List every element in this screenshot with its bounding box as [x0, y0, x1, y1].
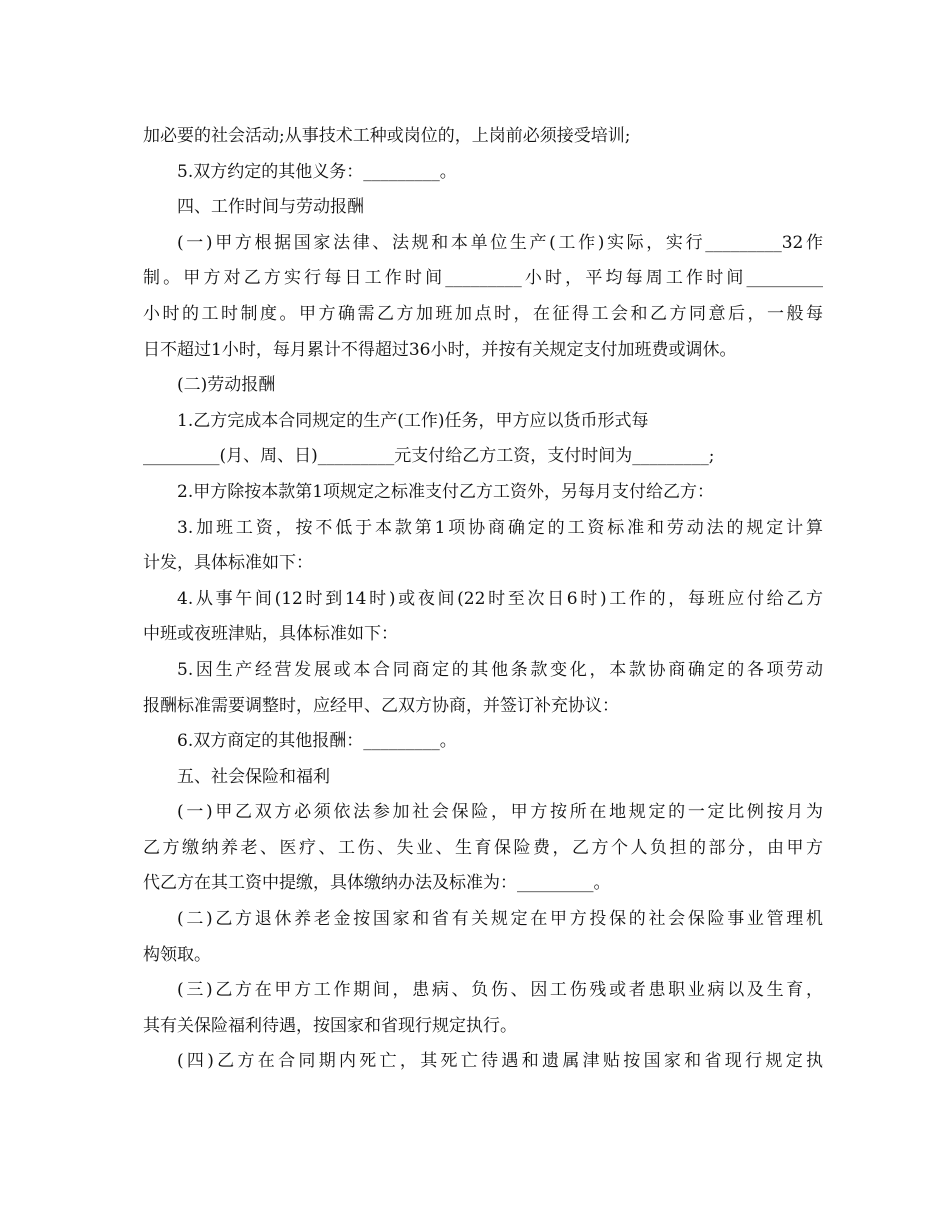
text-line: 代乙方在其工资中提缴，具体缴纳办法及标准为：_________。: [143, 873, 611, 894]
text-line: 中班或夜班津贴，具体标准如下：: [143, 624, 398, 645]
text-line: 4.从事午间(12时到14时)或夜间(22时至次日6时)工作的，每班应付给乙方: [177, 588, 823, 609]
text-line: _________(月、周、日)_________元支付给乙方工资，支付时间为_________;: [143, 446, 715, 467]
text-line: 日不超过1小时，每月累计不得超过36小时，并按有关规定支付加班费或调休。: [143, 339, 737, 360]
text-line: (二)劳动报酬: [177, 375, 276, 396]
text-line: 乙方缴纳养老、医疗、工伤、失业、生育保险费，乙方个人负担的部分，由甲方: [143, 837, 823, 858]
text-line: 6.双方商定的其他报酬：_________。: [177, 731, 457, 752]
text-line: (一)甲方根据国家法律、法规和本单位生产(工作)实际，实行_________32作: [177, 232, 823, 253]
text-line: 1.乙方完成本合同规定的生产(工作)任务，甲方应以货币形式每: [177, 410, 649, 431]
text-line: 制。甲方对乙方实行每日工作时间_________小时，平均每周工作时间_________: [143, 268, 823, 289]
text-line: 构领取。: [143, 944, 211, 965]
text-line: 计发，具体标准如下：: [143, 553, 313, 574]
text-line: 五、社会保险和福利: [177, 766, 330, 787]
document-body: [143, 119, 823, 1080]
text-line: (三)乙方在甲方工作期间，患病、负伤、因工伤残或者患职业病以及生育，: [177, 980, 823, 1001]
text-line: (一)甲乙双方必须依法参加社会保险，甲方按所在地规定的一定比例按月为: [177, 802, 823, 823]
text-line: 四、工作时间与劳动报酬: [177, 197, 364, 218]
text-line: 5.双方约定的其他义务：_________。: [177, 161, 457, 182]
text-line: (四)乙方在合同期内死亡，其死亡待遇和遗属津贴按国家和省现行规定执: [177, 1051, 823, 1072]
text-line: 2.甲方除按本款第1项规定之标准支付乙方工资外，另每月支付给乙方：: [177, 481, 715, 502]
text-line: 3.加班工资，按不低于本款第1项协商确定的工资标准和劳动法的规定计算: [177, 517, 823, 538]
text-line: 5.因生产经营发展或本合同商定的其他条款变化，本款协商确定的各项劳动: [177, 659, 823, 680]
text-line: 加必要的社会活动;从事技术工种或岗位的，上岗前必须接受培训;: [143, 126, 631, 146]
text-line: 其有关保险福利待遇，按国家和省现行规定执行。: [143, 1015, 517, 1036]
text-line: 小时的工时制度。甲方确需乙方加班加点时，在征得工会和乙方同意后，一般每: [143, 303, 823, 324]
text-line: (二)乙方退休养老金按国家和省有关规定在甲方投保的社会保险事业管理机: [177, 909, 823, 930]
text-line: 报酬标准需要调整时，应经甲、乙双方协商，并签订补充协议：: [143, 695, 619, 716]
